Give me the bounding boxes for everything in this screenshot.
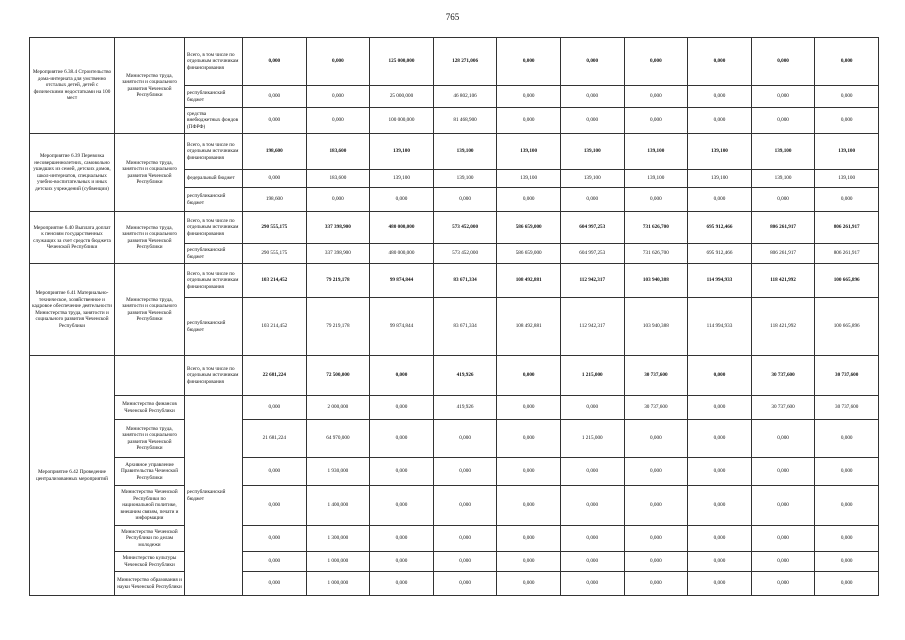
- value-cell: 695 912,466: [688, 244, 752, 264]
- value-cell: 0,000: [688, 86, 752, 108]
- value-cell: 0,000: [624, 108, 688, 134]
- value-cell: 0,000: [688, 396, 752, 420]
- value-cell: 1 930,000: [306, 458, 370, 486]
- value-cell: 0,000: [497, 356, 561, 396]
- value-cell: 0,000: [243, 396, 307, 420]
- value-cell: 125 000,000: [370, 38, 434, 86]
- value-cell: 1 215,000: [560, 356, 624, 396]
- value-cell: 0,000: [688, 356, 752, 396]
- table-row: [30, 420, 879, 458]
- value-cell: 99 874,844: [370, 298, 434, 356]
- value-cell: 0,000: [751, 86, 815, 108]
- value-cell: 1 000,000: [306, 572, 370, 596]
- value-cell: 183,600: [306, 134, 370, 170]
- value-cell: 806 261,917: [751, 212, 815, 244]
- executor-cell: Министерство труда, занятости и социального развития Чеченской Республики: [115, 212, 185, 264]
- value-cell: 112 942,317: [560, 298, 624, 356]
- value-cell: 30 737,600: [751, 396, 815, 420]
- value-cell: 99 874,844: [370, 264, 434, 298]
- value-cell: 0,000: [497, 38, 561, 86]
- value-cell: 0,000: [624, 572, 688, 596]
- value-cell: 0,000: [751, 458, 815, 486]
- value-cell: 0,000: [370, 396, 434, 420]
- value-cell: 2 000,000: [306, 396, 370, 420]
- table-row: [30, 264, 879, 298]
- table-row: [30, 212, 879, 244]
- value-cell: 573 452,000: [433, 244, 497, 264]
- value-cell: 419,926: [433, 356, 497, 396]
- value-cell: 21 681,224: [243, 420, 307, 458]
- value-cell: 0,000: [370, 486, 434, 526]
- value-cell: 139,100: [815, 134, 879, 170]
- value-cell: 573 452,000: [433, 212, 497, 244]
- value-cell: 0,000: [497, 486, 561, 526]
- value-cell: 79 219,178: [306, 298, 370, 356]
- value-cell: 0,000: [688, 458, 752, 486]
- executor-cell: Министерство труда, занятости и социального развития Чеченской Республики: [115, 38, 185, 134]
- value-cell: 118 421,992: [751, 264, 815, 298]
- table-row: [30, 552, 879, 572]
- value-cell: 0,000: [751, 108, 815, 134]
- executor-cell: Министерство культуры Чеченской Республики: [115, 552, 185, 572]
- value-cell: 183,600: [306, 170, 370, 188]
- value-cell: 30 737,600: [624, 396, 688, 420]
- measure-cell: Мероприятие 6.40 Выплата доплат к пенсиям государственных служащих за счет средств бюджета Чеченской Республики: [30, 212, 115, 264]
- value-cell: 0,000: [370, 458, 434, 486]
- value-cell: 0,000: [688, 420, 752, 458]
- value-cell: 0,000: [560, 86, 624, 108]
- source-cell: республиканский бюджет: [185, 298, 243, 356]
- value-cell: 0,000: [306, 188, 370, 212]
- value-cell: 0,000: [560, 458, 624, 486]
- executor-cell: Министерство образования и науки Чеченской Республики: [115, 572, 185, 596]
- value-cell: 0,000: [815, 420, 879, 458]
- value-cell: 731 626,700: [624, 212, 688, 244]
- value-cell: 139,100: [497, 170, 561, 188]
- value-cell: 0,000: [560, 188, 624, 212]
- value-cell: 0,000: [243, 486, 307, 526]
- value-cell: 139,100: [688, 134, 752, 170]
- value-cell: 0,000: [815, 552, 879, 572]
- value-cell: 30 737,600: [815, 356, 879, 396]
- value-cell: 114 994,933: [688, 264, 752, 298]
- value-cell: 0,000: [688, 572, 752, 596]
- value-cell: 83 671,334: [433, 298, 497, 356]
- value-cell: 139,100: [497, 134, 561, 170]
- value-cell: 419,926: [433, 396, 497, 420]
- value-cell: 0,000: [560, 572, 624, 596]
- value-cell: 0,000: [560, 552, 624, 572]
- source-cell: Всего, в том числе по отдельным источникам финансирования: [185, 134, 243, 170]
- value-cell: 139,100: [751, 170, 815, 188]
- value-cell: 139,100: [370, 134, 434, 170]
- value-cell: 112 942,317: [560, 264, 624, 298]
- source-cell: средства внебюджетных фондов (ПФРФ): [185, 108, 243, 134]
- source-cell: Всего, в том числе по отдельным источникам финансирования: [185, 38, 243, 86]
- value-cell: 30 737,600: [624, 356, 688, 396]
- value-cell: 0,000: [243, 86, 307, 108]
- value-cell: 0,000: [815, 486, 879, 526]
- executor-cell: Министерство труда, занятости и социального развития Чеченской Республики: [115, 134, 185, 212]
- value-cell: 0,000: [306, 86, 370, 108]
- value-cell: 0,000: [751, 552, 815, 572]
- value-cell: 139,100: [815, 170, 879, 188]
- value-cell: 0,000: [370, 526, 434, 552]
- value-cell: 0,000: [815, 108, 879, 134]
- value-cell: 0,000: [497, 526, 561, 552]
- value-cell: 100 665,896: [815, 264, 879, 298]
- value-cell: 30 737,600: [815, 396, 879, 420]
- value-cell: 108 492,881: [497, 298, 561, 356]
- value-cell: 0,000: [815, 572, 879, 596]
- value-cell: 0,000: [433, 526, 497, 552]
- value-cell: 480 000,000: [370, 212, 434, 244]
- value-cell: 0,000: [370, 356, 434, 396]
- value-cell: 118 421,992: [751, 298, 815, 356]
- value-cell: 0,000: [433, 572, 497, 596]
- value-cell: 46 802,106: [433, 86, 497, 108]
- value-cell: 0,000: [624, 38, 688, 86]
- value-cell: 0,000: [370, 420, 434, 458]
- value-cell: 0,000: [560, 526, 624, 552]
- value-cell: 139,100: [370, 170, 434, 188]
- value-cell: 604 997,253: [560, 212, 624, 244]
- value-cell: 0,000: [751, 38, 815, 86]
- value-cell: 0,000: [751, 572, 815, 596]
- executor-cell: Архивное управление Правительства Чеченской Республики: [115, 458, 185, 486]
- table-row: [30, 356, 879, 396]
- value-cell: 0,000: [688, 552, 752, 572]
- table-row: [30, 526, 879, 552]
- value-cell: 0,000: [560, 486, 624, 526]
- value-cell: 100 665,896: [815, 298, 879, 356]
- value-cell: 139,100: [560, 170, 624, 188]
- value-cell: 0,000: [370, 572, 434, 596]
- budget-table: [29, 37, 879, 596]
- value-cell: 128 271,006: [433, 38, 497, 86]
- value-cell: 695 912,466: [688, 212, 752, 244]
- value-cell: 1 000,000: [306, 552, 370, 572]
- value-cell: 0,000: [497, 572, 561, 596]
- value-cell: 0,000: [497, 188, 561, 212]
- value-cell: 0,000: [433, 552, 497, 572]
- value-cell: 0,000: [243, 38, 307, 86]
- value-cell: 0,000: [624, 86, 688, 108]
- value-cell: 0,000: [624, 552, 688, 572]
- value-cell: 0,000: [624, 420, 688, 458]
- value-cell: 22 681,224: [243, 356, 307, 396]
- executor-cell: Министерство труда, занятости и социального развития Чеченской Республики: [115, 264, 185, 356]
- value-cell: 0,000: [306, 108, 370, 134]
- value-cell: 0,000: [433, 458, 497, 486]
- value-cell: 290 555,175: [243, 244, 307, 264]
- source-cell: Всего, в том числе по отдельным источникам финансирования: [185, 356, 243, 396]
- value-cell: 25 000,000: [370, 86, 434, 108]
- executor-cell: Министерство финансов Чеченской Республики: [115, 396, 185, 420]
- measure-cell: Мероприятие 6.39 Перевозка несовершеннолетних, самовольно ушедших из семей, детских домов, школ-интернатов, специальных учебно-воспитательных и иных детских учреждений (субвенции): [30, 134, 115, 212]
- source-cell: Всего, в том числе по отдельным источникам финансирования: [185, 264, 243, 298]
- value-cell: 0,000: [433, 188, 497, 212]
- value-cell: 0,000: [688, 38, 752, 86]
- value-cell: 0,000: [243, 552, 307, 572]
- measure-cell: Мероприятие 6.41 Материально-техническое, хозяйственное и кадровое обеспечение деятельности Министерства труда, занятости и социального развития Чеченской Республики: [30, 264, 115, 356]
- table-row: [30, 572, 879, 596]
- value-cell: 0,000: [497, 396, 561, 420]
- value-cell: 0,000: [243, 526, 307, 552]
- value-cell: 81 468,900: [433, 108, 497, 134]
- value-cell: 0,000: [370, 188, 434, 212]
- value-cell: 139,100: [433, 170, 497, 188]
- value-cell: 0,000: [751, 486, 815, 526]
- value-cell: 1 215,000: [560, 420, 624, 458]
- value-cell: 139,100: [624, 170, 688, 188]
- value-cell: 0,000: [560, 396, 624, 420]
- value-cell: 103 940,388: [624, 264, 688, 298]
- value-cell: 72 500,000: [306, 356, 370, 396]
- value-cell: 103 940,388: [624, 298, 688, 356]
- page-number: 765: [445, 12, 460, 22]
- value-cell: 0,000: [815, 38, 879, 86]
- value-cell: 0,000: [497, 552, 561, 572]
- value-cell: 0,000: [243, 170, 307, 188]
- measure-cell: Мероприятие 6.42 Проведение централизованных мероприятий: [30, 356, 115, 596]
- value-cell: 198,600: [243, 188, 307, 212]
- executor-cell: Министерство Чеченской Республики по делам молодежи: [115, 526, 185, 552]
- executor-cell: Министерство Чеченской Республики по национальной политике, внешним связям, печати и информации: [115, 486, 185, 526]
- value-cell: 337 398,900: [306, 244, 370, 264]
- executor-cell: [115, 356, 185, 396]
- value-cell: 0,000: [370, 552, 434, 572]
- value-cell: 0,000: [306, 38, 370, 86]
- value-cell: 103 214,452: [243, 264, 307, 298]
- value-cell: 0,000: [688, 188, 752, 212]
- value-cell: 0,000: [688, 486, 752, 526]
- source-cell: республиканский бюджет: [185, 244, 243, 264]
- value-cell: 83 671,334: [433, 264, 497, 298]
- value-cell: 64 970,000: [306, 420, 370, 458]
- table-row: [30, 396, 879, 420]
- value-cell: 0,000: [560, 38, 624, 86]
- value-cell: 0,000: [497, 420, 561, 458]
- value-cell: 806 261,917: [815, 212, 879, 244]
- value-cell: 0,000: [243, 108, 307, 134]
- value-cell: 0,000: [815, 458, 879, 486]
- source-cell: Всего, в том числе по отдельным источникам финансирования: [185, 212, 243, 244]
- value-cell: 0,000: [497, 458, 561, 486]
- value-cell: 1 400,000: [306, 486, 370, 526]
- value-cell: 0,000: [688, 108, 752, 134]
- value-cell: 337 398,900: [306, 212, 370, 244]
- value-cell: 290 555,175: [243, 212, 307, 244]
- value-cell: 0,000: [433, 486, 497, 526]
- value-cell: 0,000: [624, 486, 688, 526]
- table-row: [30, 134, 879, 170]
- value-cell: 1 300,000: [306, 526, 370, 552]
- value-cell: 0,000: [751, 526, 815, 552]
- value-cell: 0,000: [815, 188, 879, 212]
- value-cell: 103 214,452: [243, 298, 307, 356]
- value-cell: 100 000,000: [370, 108, 434, 134]
- value-cell: 0,000: [751, 420, 815, 458]
- value-cell: 30 737,600: [751, 356, 815, 396]
- value-cell: 139,100: [624, 134, 688, 170]
- source-cell: республиканский бюджет: [185, 188, 243, 212]
- value-cell: 0,000: [624, 526, 688, 552]
- value-cell: 0,000: [497, 86, 561, 108]
- source-cell: федеральный бюджет: [185, 170, 243, 188]
- value-cell: 806 261,917: [751, 244, 815, 264]
- value-cell: 0,000: [688, 526, 752, 552]
- value-cell: 604 997,253: [560, 244, 624, 264]
- value-cell: 0,000: [433, 420, 497, 458]
- value-cell: 0,000: [815, 86, 879, 108]
- value-cell: 480 000,000: [370, 244, 434, 264]
- value-cell: 108 492,881: [497, 264, 561, 298]
- value-cell: 139,100: [751, 134, 815, 170]
- measure-cell: Мероприятие 6.38.4 Строительство дома-интерната для умственно отсталых детей, детей с физическими недостатками на 100 мест: [30, 38, 115, 134]
- table-row: [30, 458, 879, 486]
- value-cell: 139,100: [433, 134, 497, 170]
- executor-cell: Министерство труда, занятости и социального развития Чеченской Республики: [115, 420, 185, 458]
- value-cell: 0,000: [815, 526, 879, 552]
- value-cell: 0,000: [560, 108, 624, 134]
- value-cell: 0,000: [497, 108, 561, 134]
- source-cell: республиканский бюджет: [185, 86, 243, 108]
- value-cell: 731 626,700: [624, 244, 688, 264]
- value-cell: 0,000: [624, 188, 688, 212]
- table-row: [30, 38, 879, 86]
- value-cell: 586 659,000: [497, 212, 561, 244]
- value-cell: 79 219,178: [306, 264, 370, 298]
- value-cell: 139,100: [688, 170, 752, 188]
- table-row: [30, 486, 879, 526]
- value-cell: 198,600: [243, 134, 307, 170]
- value-cell: 586 659,000: [497, 244, 561, 264]
- value-cell: 0,000: [243, 572, 307, 596]
- value-cell: 0,000: [624, 458, 688, 486]
- value-cell: 114 994,933: [688, 298, 752, 356]
- value-cell: 0,000: [751, 188, 815, 212]
- value-cell: 0,000: [243, 458, 307, 486]
- source-cell: республиканский бюджет: [185, 396, 243, 596]
- value-cell: 139,100: [560, 134, 624, 170]
- value-cell: 806 261,917: [815, 244, 879, 264]
